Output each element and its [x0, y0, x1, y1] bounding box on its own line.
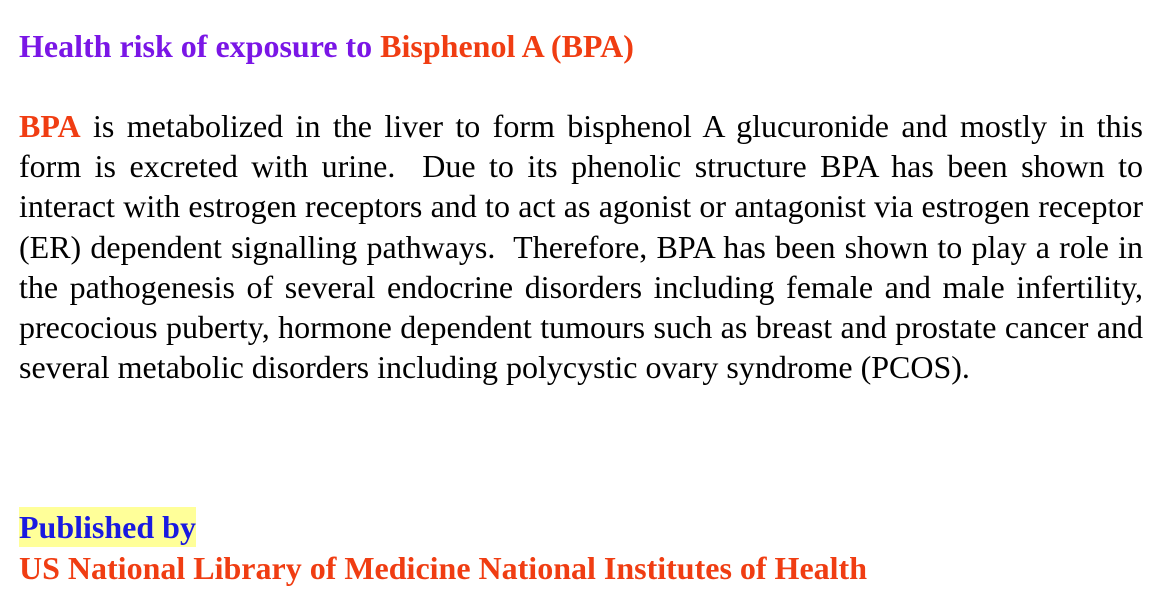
body-paragraph [19, 106, 1151, 387]
published-by-label: Published by [19, 509, 196, 545]
body-text: is metabolized in the liver to form bisphenol A glucuronide and mostly in this form is excreted with urine. Due to its phenolic structure BPA has been shown to interact with estrogen receptors and to act as agonist or antagonist via estrogen receptor (ER) dependent signalling pathways. Therefore, BPA has been shown to play a role in the pathogenesis of several endocrine disorders including female and male infertility, precocious puberty, hormone dependent tumours such as breast and prostate cancer and several metabolic disorders including polycystic ovary syndrome (PCOS). [19, 108, 1151, 386]
body-acronym: BPA [19, 108, 81, 144]
title-lead: Health risk of exposure to [19, 28, 373, 64]
publisher-name: US National Library of Medicine National Institutes of Health [19, 550, 867, 586]
title-subject: Bisphenol A (BPA) [380, 28, 634, 64]
document-title [19, 26, 634, 66]
